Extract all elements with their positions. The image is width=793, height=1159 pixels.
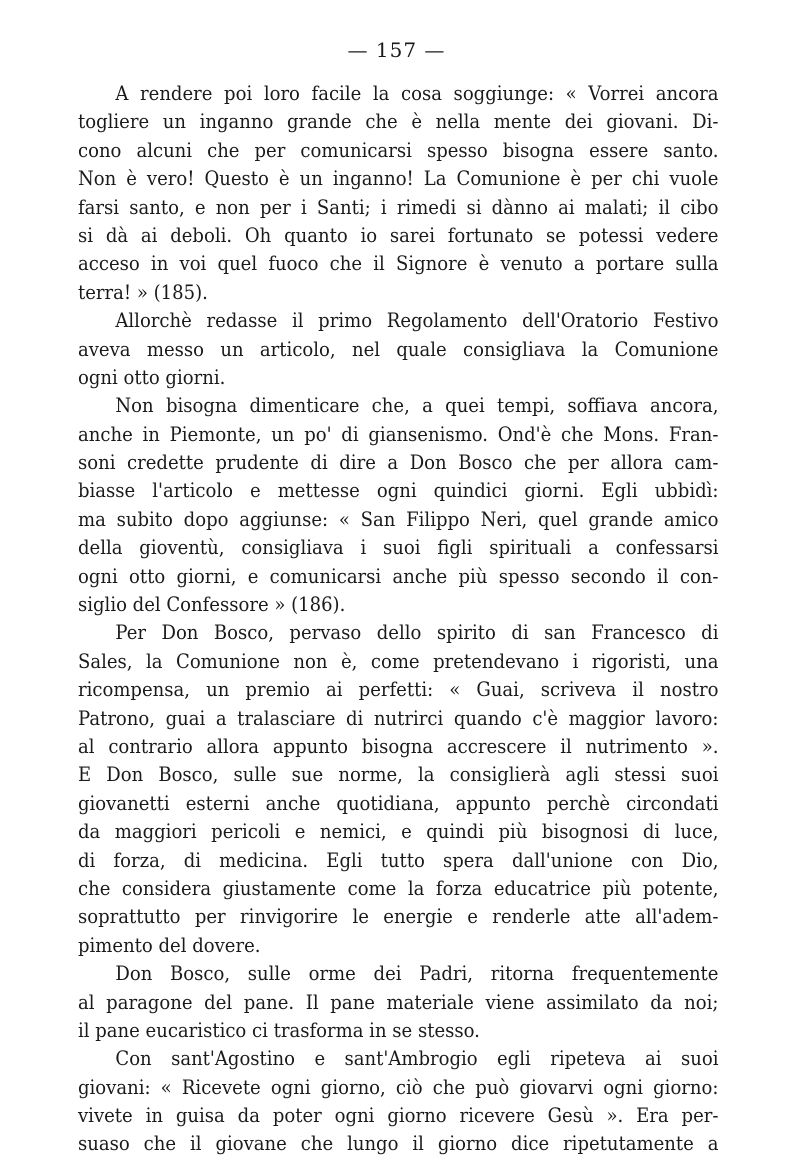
text-line: della gioventù, consigliava i suoi figli spirituali a confessarsi	[78, 536, 719, 560]
paragraph	[78, 619, 718, 960]
text-line: Sales, la Comunione non è, come pretendevano i rigoristi, una	[78, 649, 719, 673]
text-line: acceso in voi quel fuoco che il Signore è venuto a portare sulla	[78, 252, 719, 276]
text-line: che considera giustamente come la forza educatrice più potente,	[78, 876, 719, 900]
text-line: giovani: « Ricevete ogni giorno, ciò che può giovarvi ogni giorno:	[78, 1075, 719, 1099]
paragraph	[78, 80, 718, 307]
text-line: soprattutto per rinvigorire le energie e renderle atte all'adem-	[78, 905, 719, 929]
text-line: togliere un inganno grande che è nella mente dei giovani. Di-	[78, 110, 719, 134]
text-line: soni credette prudente di dire a Don Bosco che per allora cam-	[78, 451, 719, 475]
text-line: giovanetti esterni anche quotidiana, appunto perchè circondati	[78, 791, 719, 815]
text-line: pimento del dovere.	[78, 933, 261, 957]
text-line: biasse l'articolo e mettesse ogni quindici giorni. Egli ubbidì:	[78, 479, 719, 503]
text-line: Non è vero! Questo è un inganno! La Comunione è per chi vuole	[78, 167, 719, 191]
paragraph	[78, 307, 718, 392]
text-line: aveva messo un articolo, nel quale consigliava la Comunione	[78, 337, 719, 361]
text-line: di forza, di medicina. Egli tutto spera dall'unione con Dio,	[78, 848, 719, 872]
text-line: si dà ai deboli. Oh quanto io sarei fortunato se potessi vedere	[78, 223, 719, 247]
text-line: Don Bosco, sulle orme dei Padri, ritorna frequentemente	[115, 962, 719, 986]
text-line: siglio del Confessore » (186).	[78, 593, 346, 617]
text-line: al paragone del pane. Il pane materiale viene assimilato da noi;	[78, 990, 719, 1014]
text-line: terra! » (185).	[78, 280, 208, 304]
text-line: Non bisogna dimenticare che, a quei tempi, soffiava ancora,	[115, 394, 719, 418]
text-line: A rendere poi loro facile la cosa soggiunge: « Vorrei ancora	[115, 82, 719, 105]
text-line: ogni otto giorni, e comunicarsi anche più spesso secondo il con-	[78, 564, 719, 588]
text-line: ma subito dopo aggiunse: « San Filippo Neri, quel grande amico	[78, 507, 719, 531]
text-line: Patrono, guai a tralasciare di nutrirci quando c'è maggior lavoro:	[78, 706, 719, 730]
paragraph	[78, 1045, 718, 1159]
text-line: farsi santo, e non per i Santi; i rimedi si dànno ai malati; il cibo	[78, 195, 719, 219]
text-line: ogni otto giorni.	[78, 365, 226, 389]
text-line: vivete in guisa da poter ogni giorno ricevere Gesù ». Era per-	[78, 1104, 719, 1128]
text-line: da maggiori pericoli e nemici, e quindi più bisognosi di luce,	[78, 820, 719, 844]
page-number: — 157 —	[347, 38, 446, 62]
text-line: Allorchè redasse il primo Regolamento dell'Oratorio Festivo	[115, 309, 719, 333]
text-line: suaso che il giovane che lungo il giorno dice ripetutamente a	[78, 1132, 719, 1156]
text-line: Con sant'Agostino e sant'Ambrogio egli ripeteva ai suoi	[115, 1047, 719, 1071]
text-line: Per Don Bosco, pervaso dello spirito di san Francesco di	[115, 621, 719, 645]
paragraph	[78, 960, 718, 1045]
text-line: cono alcuni che per comunicarsi spesso bisogna essere santo.	[78, 138, 719, 162]
text-line: il pane eucaristico ci trasforma in se stesso.	[78, 1018, 480, 1042]
page-body	[78, 80, 718, 1159]
text-line: al contrario allora appunto bisogna accrescere il nutrimento ».	[78, 734, 719, 758]
paragraph	[78, 392, 718, 619]
text-line: ricompensa, un premio ai perfetti: « Guai, scriveva il nostro	[78, 678, 719, 702]
text-line: E Don Bosco, sulle sue norme, la consiglierà agli stessi suoi	[78, 763, 719, 787]
text-line: anche in Piemonte, un po' di giansenismo. Ond'è che Mons. Fran-	[78, 422, 719, 446]
